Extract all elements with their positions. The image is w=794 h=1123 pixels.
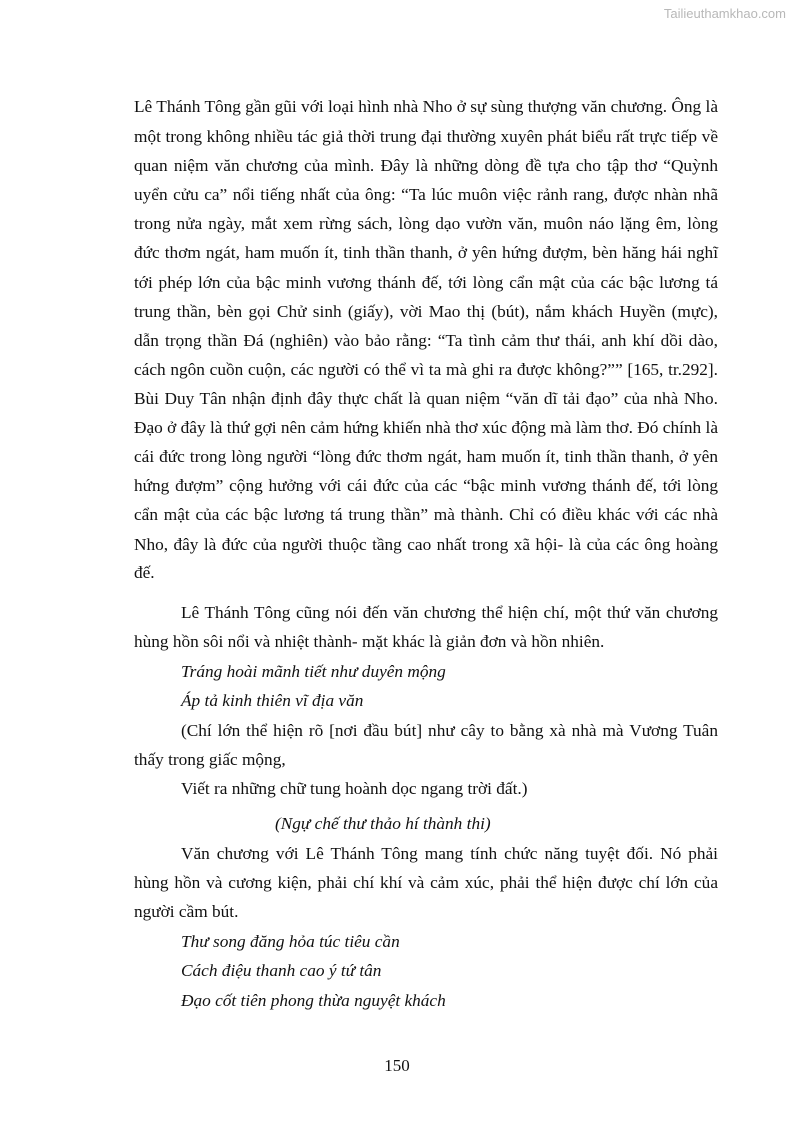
verse-line: Tráng hoài mãnh tiết như duyên mộng xyxy=(181,662,446,681)
text-line: thấy trong giấc mộng, xyxy=(134,750,286,769)
text-line: một trong không nhiều tác giả thời trung đại thường xuyên phát biểu rất trực tiếp về xyxy=(134,127,718,146)
text-line: uyển cửu ca” nổi tiếng nhất của ông: “Ta lúc muôn việc rảnh rang, được nhàn nhã xyxy=(134,185,718,204)
text-line: Văn chương với Lê Thánh Tông mang tính chức năng tuyệt đối. Nó phải xyxy=(181,844,718,863)
verse-line: Đạo cốt tiên phong thừa nguyệt khách xyxy=(181,991,446,1010)
text-line: hùng hồn sôi nổi và nhiệt thành- mặt khác là giản đơn và hồn nhiên. xyxy=(134,632,605,651)
verse-line: Áp tả kinh thiên vĩ địa văn xyxy=(181,691,364,710)
text-line: Lê Thánh Tông gần gũi với loại hình nhà Nho ở sự sùng thượng văn chương. Ông là xyxy=(134,97,718,116)
verse-line: Cách điệu thanh cao ý tứ tân xyxy=(181,961,382,980)
text-line: quan niệm văn chương của mình. Đây là những dòng đề tựa cho tập thơ “Quỳnh xyxy=(134,156,718,175)
text-line: dẫn trọng thần Đá (nghiên) vào bảo rằng: “Ta tình cảm thư thái, anh khí dồi dào, xyxy=(134,331,718,350)
text-line: hứng đượm” cộng hưởng với cái đức của các “bậc minh vương thánh đế, tới lòng xyxy=(134,476,718,495)
text-line: hùng hồn và cương kiện, phải chí khí và cảm xúc, phải thể hiện được chí lớn của xyxy=(134,873,718,892)
verse-line: (Ngự chế thư thảo hí thành thi) xyxy=(275,814,491,833)
text-line: cẩn mật của các bậc lương tá trung thần” mà thành. Chỉ có điều khác với các nhà xyxy=(134,505,718,524)
watermark: Tailieuthamkhao.com xyxy=(663,6,786,21)
text-line: Viết ra những chữ tung hoành dọc ngang trời đất.) xyxy=(181,779,528,798)
text-line: đức thơm ngát, ham muốn ít, tinh thần thanh, ở yên hứng đượm, bèn hăng hái nghĩ xyxy=(134,243,718,262)
text-line: Lê Thánh Tông cũng nói đến văn chương thể hiện chí, một thứ văn chương xyxy=(181,603,718,622)
text-line: cái đức trong lòng người “lòng đức thơm ngát, ham muốn ít, tinh thần thanh, ở yên xyxy=(134,447,718,466)
text-line: trong nửa ngày, mắt xem rừng sách, lòng dạo vườn văn, muôn náo lặng êm, lòng xyxy=(134,214,718,233)
text-line: cách ngôn cuồn cuộn, các người có thể vì ta mà ghi ra được không?”” [165, tr.292]. xyxy=(134,360,718,379)
page-number: 150 xyxy=(384,1056,410,1075)
text-line: Bùi Duy Tân nhận định đây thực chất là quan niệm “văn dĩ tải đạo” của nhà Nho. xyxy=(134,389,718,408)
text-line: người cầm bút. xyxy=(134,902,239,921)
verse-line: Thư song đăng hỏa túc tiêu cần xyxy=(181,932,400,951)
text-line: đế. xyxy=(134,563,155,582)
text-line: (Chí lớn thể hiện rõ [nơi đầu bút] như cây to bằng xà nhà mà Vương Tuân xyxy=(181,721,718,740)
text-line: Đạo ở đây là thứ gợi nên cảm hứng khiến nhà thơ xúc động mà làm thơ. Đó chính là xyxy=(134,418,718,437)
text-line: trung thần, bèn gọi Chử sinh (giấy), vời Mao thị (bút), nắm khách Huyền (mực), xyxy=(134,302,718,321)
text-line: Nho, đây là đức của người thuộc tầng cao nhất trong xã hội- là của các ông hoàng xyxy=(134,535,718,554)
text-line: tới phép lớn của bậc minh vương thánh đế, tới lòng cẩn mật của các bậc lương tá xyxy=(134,273,718,292)
